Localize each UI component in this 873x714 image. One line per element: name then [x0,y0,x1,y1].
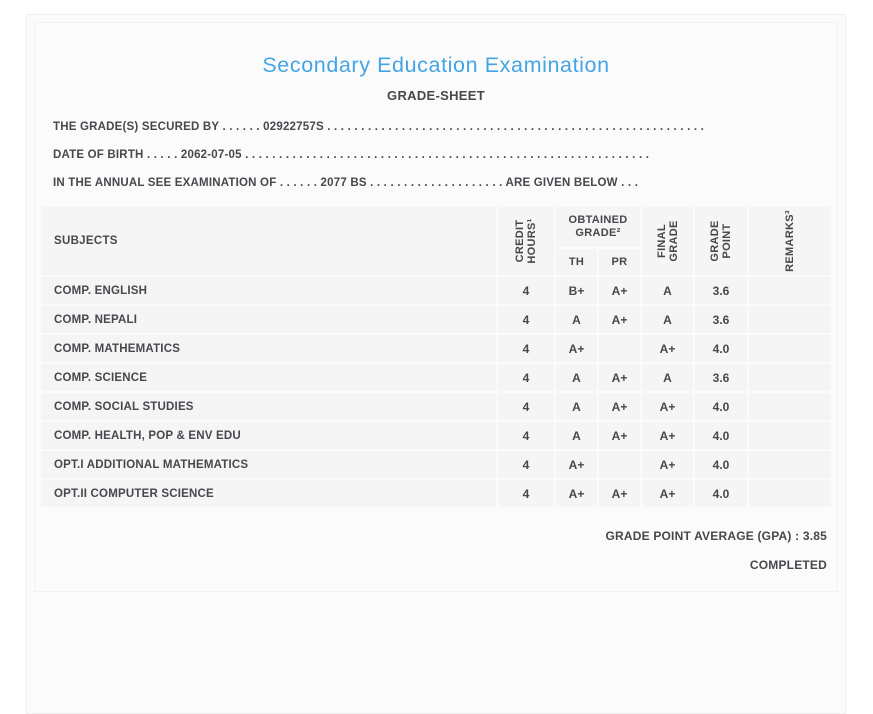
credit-hours-cell: 4 [498,364,554,391]
student-info-block [53,121,819,190]
final-grade-cell: A [642,364,693,391]
remarks-cell [749,306,831,333]
credit-hours-cell: 4 [498,335,554,362]
remarks-label: REMARKS³ [784,210,796,272]
subject-cell: COMP. NEPALI [41,306,496,333]
column-header-pr: PR [599,249,640,275]
column-header-final-grade [642,207,693,275]
grade-point-cell: 4.0 [695,335,747,362]
th-grade-cell: A [556,306,597,333]
remarks-cell [749,422,831,449]
credit-hours-rotated-label [514,218,538,263]
final-grade-cell: A+ [642,393,693,420]
pr-grade-cell: A+ [599,393,640,420]
th-grade-cell: A [556,393,597,420]
pr-grade-cell [599,335,640,362]
credit-hours-cell: 4 [498,422,554,449]
table-row [41,364,831,391]
final-grade-cell: A+ [642,451,693,478]
pr-grade-cell: A+ [599,277,640,304]
obtained-grade-line2: GRADE² [575,227,621,239]
subject-cell: COMP. MATHEMATICS [41,335,496,362]
subject-cell: COMP. HEALTH, POP & ENV EDU [41,422,496,449]
column-header-subjects: SUBJECTS [41,207,496,275]
table-row [41,480,831,507]
remarks-cell [749,393,831,420]
credit-hours-cell: 4 [498,480,554,507]
subject-cell: COMP. ENGLISH [41,277,496,304]
credit-hours-cell: 4 [498,277,554,304]
th-grade-cell: A+ [556,335,597,362]
credit-hours-cell: 4 [498,306,554,333]
column-header-obtained-grade [556,207,640,247]
final-grade-cell: A+ [642,422,693,449]
result-status: COMPLETED [749,558,827,572]
credit-hours-line1: CREDIT [514,219,526,263]
grades-table [39,205,833,509]
th-grade-cell: B+ [556,277,597,304]
pr-grade-cell: A+ [599,306,640,333]
credit-hours-cell: 4 [498,393,554,420]
page-title: Secondary Education Examination [262,53,610,77]
pr-grade-cell [599,451,640,478]
final-grade-cell: A [642,277,693,304]
grade-point-cell: 3.6 [695,277,747,304]
subject-cell: COMP. SCIENCE [41,364,496,391]
final-grade-rotated-label [656,220,680,261]
th-grade-cell: A [556,422,597,449]
grade-point-cell: 4.0 [695,480,747,507]
final-grade-line2: GRADE [667,220,680,262]
column-header-credit-hours [498,207,554,275]
th-grade-cell: A+ [556,480,597,507]
grade-point-cell: 4.0 [695,451,747,478]
page-subtitle: GRADE-SHEET [387,88,485,103]
th-grade-cell: A [556,364,597,391]
table-row [41,451,831,478]
remarks-rotated-label [784,210,796,272]
th-grade-cell: A+ [556,451,597,478]
final-grade-cell: A [642,306,693,333]
grades-table-wrapper [39,205,833,509]
pr-grade-cell: A+ [599,422,640,449]
final-grade-cell: A+ [642,480,693,507]
obtained-grade-line1: OBTAINED [568,214,628,226]
table-row [41,277,831,304]
date-of-birth-line: DATE OF BIRTH . . . . . 2062-07-05 . . . . . . . . . . . . . . . . . . . . . . . . . . . . . . . . . . . . . . . . . . . . . . . . . . . . . . . . . . . . [53,149,650,161]
credit-hours-line2: HOURS¹ [526,218,538,264]
table-row [41,422,831,449]
final-grade-cell: A+ [642,335,693,362]
subject-cell: OPT.II COMPUTER SCIENCE [41,480,496,507]
final-grade-line1: FINAL [655,224,668,258]
grade-sheet-inner-frame [34,22,838,592]
grade-point-cell: 3.6 [695,306,747,333]
grade-point-cell: 4.0 [695,393,747,420]
remarks-cell [749,451,831,478]
subject-cell: COMP. SOCIAL STUDIES [41,393,496,420]
grade-sheet-card [26,14,846,714]
examination-year-line: IN THE ANNUAL SEE EXAMINATION OF . . . . . . 2077 BS . . . . . . . . . . . . . . . . . . . . ARE GIVEN BELOW . . . [53,177,639,189]
remarks-cell [749,335,831,362]
table-row [41,306,831,333]
grade-point-rotated-label [709,220,733,261]
column-header-remarks [749,207,831,275]
grade-point-cell: 4.0 [695,422,747,449]
remarks-cell [749,364,831,391]
table-row [41,393,831,420]
pr-grade-cell: A+ [599,480,640,507]
subject-cell: OPT.I ADDITIONAL MATHEMATICS [41,451,496,478]
remarks-cell [749,480,831,507]
column-header-th: TH [556,249,597,275]
table-row [41,335,831,362]
grades-secured-by-line: THE GRADE(S) SECURED BY . . . . . . 02922757S . . . . . . . . . . . . . . . . . . . . . . . . . . . . . . . . . . . . . . . . . . . . . . . . . . . . . . . . [53,121,705,133]
remarks-cell [749,277,831,304]
grade-point-cell: 3.6 [695,364,747,391]
column-header-grade-point [695,207,747,275]
grade-point-line1: GRADE [709,220,721,262]
credit-hours-cell: 4 [498,451,554,478]
grade-point-line2: POINT [721,223,733,259]
pr-grade-cell: A+ [599,364,640,391]
gpa-summary: GRADE POINT AVERAGE (GPA) : 3.85 [605,529,827,543]
